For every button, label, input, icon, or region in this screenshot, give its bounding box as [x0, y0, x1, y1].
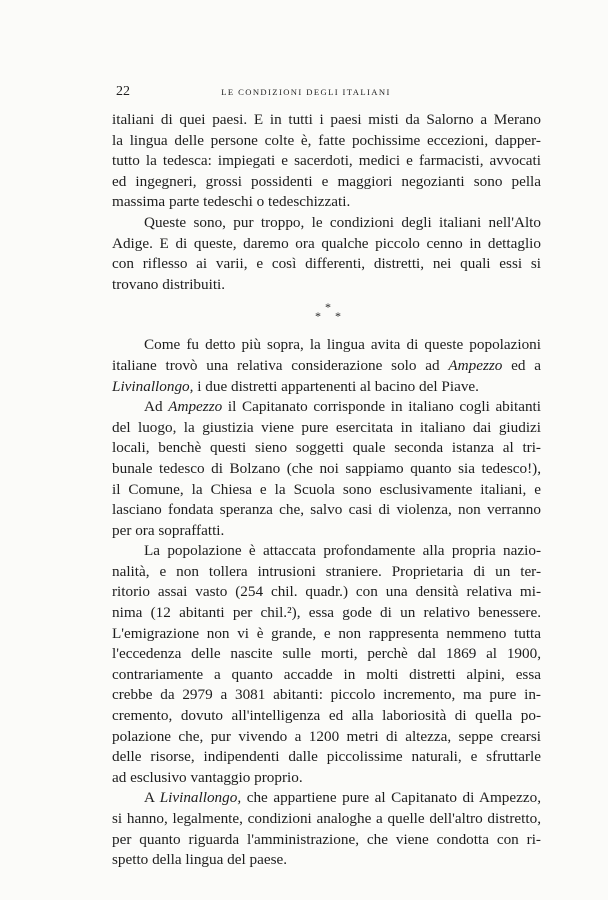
asterism-star-icon: * [325, 300, 331, 315]
place-name-livinallongo: Livinallongo, [112, 377, 194, 395]
paragraph-6-line-2: si hanno, legalmente, condizioni analoghe a quelle dell'altro distretto, [112, 810, 541, 827]
paragraph-4-line-4: bunale tedesco di Bolzano (che noi sappiamo quanto sia tedesco!), [112, 459, 541, 477]
paragraph-6-text: A [144, 789, 155, 807]
paragraph-6-line-3: per quanto riguarda l'amministrazione, che viene condotta con ri- [112, 830, 541, 848]
asterism-star-icon: * [315, 309, 321, 324]
paragraph-3-line-2 [112, 356, 541, 377]
paragraph-4-line-1 [112, 397, 541, 418]
paragraph-1-line-1: italiani di quei paesi. E in tutti i paesi misti da Salorno a Merano [112, 111, 541, 128]
paragraph-4-line-2: del luogo, la giustizia viene pure esercitata in italiano dai giudizi [112, 418, 541, 436]
paragraph-4-line-6: lasciano fondata speranza che, salvo casi di violenza, non verranno [112, 501, 541, 519]
paragraph-1-line-5: massima parte tedeschi o tedeschizzati. [112, 193, 351, 211]
paragraph-2-line-1: Queste sono, pur troppo, le condizioni degli italiani nell'Alto [144, 213, 541, 231]
paragraph-3-text: italiane trovò una relativa considerazione solo ad [112, 356, 440, 374]
paragraph-5-line-6: l'eccedenza delle nascite sulle morti, perchè dal 1869 al 1900, [112, 645, 541, 663]
paragraph-2-line-3: con riflesso ai varii, e così differenti, distretti, nei quali essi si [112, 255, 541, 273]
paragraph-6-line-4: spetto della lingua del paese. [112, 851, 288, 869]
paragraph-5-line-8: crebbe da 2979 a 3081 abitanti: piccolo incremento, ma pure in- [112, 686, 541, 704]
paragraph-1-line-3: tutto la tedesca: impiegati e sacerdoti, medici e farmacisti, avvocati [112, 152, 541, 170]
place-name-ampezzo: Ampezzo [448, 356, 503, 374]
paragraph-5-line-1: La popolazione è attaccata profondamente alla propria nazio- [144, 542, 541, 560]
paragraph-6-line-1 [112, 788, 541, 809]
page-header [116, 84, 496, 100]
paragraph-5-line-12: ad esclusivo vantaggio proprio. [112, 768, 303, 786]
place-name-ampezzo: Ampezzo [168, 398, 223, 416]
section-break-asterism [112, 295, 541, 335]
paragraph-3-text: i due distretti appartenenti al bacino del Piave. [197, 377, 479, 395]
paragraph-6-text: che appartiene pure al Capitanato di Ampezzo, [246, 789, 542, 807]
paragraph-3-line-1: Come fu detto più sopra, la lingua avita di queste popolazioni [144, 336, 541, 354]
paragraph-3-text: ed a [511, 356, 542, 374]
running-head: LE CONDIZIONI DEGLI ITALIANI [221, 87, 391, 97]
paragraph-5-line-2: nalità, e non tollera intrusioni straniere. Proprietaria di un ter- [112, 562, 541, 580]
paragraph-5-line-5: L'emigrazione non vi è grande, e non rappresenta nemmeno tutta [112, 624, 541, 642]
paragraph-5-line-7: contrariamente a quanto accadde in molti distretti alpini, essa [112, 665, 541, 683]
paragraph-4-line-7: per ora sopraffatti. [112, 521, 225, 539]
paragraph-2-line-2: Adige. E di queste, daremo ora qualche piccolo cenno in dettaglio [112, 234, 541, 252]
paragraph-4-line-3: locali, benchè questi sieno soggetti quale seconda istanza al tri- [112, 439, 541, 457]
paragraph-4-line-5: il Comune, la Chiesa e la Scuola sono esclusivamente italiani, e [112, 480, 541, 498]
paragraph-5-line-10: polazione che, pur vivendo a 1200 metri di altezza, seppe crearsi [112, 727, 541, 745]
paragraph-5-line-9: cremento, dovuto all'intelligenza ed alla laboriosità di quella po- [112, 707, 541, 725]
paragraph-4-text: Ad [144, 398, 163, 416]
paragraph-5-line-11: delle risorse, indipendenti dalle piccolissime naturali, e sfruttarle [112, 748, 541, 766]
body-text [112, 110, 541, 871]
paragraph-1-line-4: ed ingegneri, grossi possidenti e maggiori negozianti sono pella [112, 172, 541, 190]
paragraph-5-line-4: nima (12 abitanti per chil.²), essa gode di un relativo benessere. [112, 604, 541, 622]
paragraph-2-line-4: trovano distribuiti. [112, 275, 226, 293]
paragraph-4-text: il Capitanato corrisponde in italiano cogli abitanti [227, 398, 541, 416]
page-number: 22 [116, 84, 130, 99]
paragraph-5-line-3: ritorio assai vasto (254 chil. quadr.) con una densità relativa mi- [112, 583, 541, 601]
place-name-livinallongo: Livinallongo, [159, 789, 242, 807]
asterism-star-icon: * [335, 309, 341, 324]
paragraph-3-line-3 [112, 377, 541, 398]
paragraph-1-line-2: la lingua delle persone colte è, fatte pochissime eccezioni, dapper- [112, 131, 541, 149]
